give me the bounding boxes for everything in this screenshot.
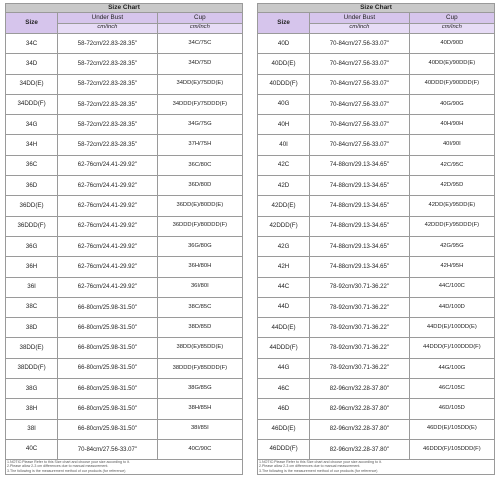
table-row: [6, 34, 243, 54]
table-title-row: [258, 4, 495, 13]
table-row: [258, 155, 495, 175]
under-bust-cell: 78-92cm/30.71-36.22": [310, 358, 410, 378]
cup-header: Cup: [409, 13, 494, 24]
under-bust-cell: 74-88cm/29.13-34.65": [310, 216, 410, 236]
cup-cell: 36I/80I: [157, 277, 242, 297]
under-bust-cell: 70-84cm/27.56-33.07": [58, 439, 158, 459]
under-bust-cell: 62-76cm/24.41-29.92": [58, 236, 158, 256]
table-row: [258, 358, 495, 378]
cup-cell: 40DDD(F)/90DDD(F): [409, 74, 494, 94]
cup-cell: 44DDD(F)/100DDD(F): [409, 338, 494, 358]
under-bust-cell: 70-84cm/27.56-33.07": [310, 54, 410, 74]
cup-cell: 40D/90D: [409, 34, 494, 54]
cup-cell: 42DD(E)/95DD(E): [409, 196, 494, 216]
table-row: [258, 379, 495, 399]
under-bust-cell: 70-84cm/27.56-33.07": [310, 94, 410, 114]
table-row: [258, 34, 495, 54]
table-row: [258, 115, 495, 135]
size-cell: 38DD(E): [6, 338, 58, 358]
table-row: [258, 74, 495, 94]
under-bust-cell: 58-72cm/22.83-28.35": [58, 94, 158, 114]
under-bust-cell: 62-76cm/24.41-29.92": [58, 196, 158, 216]
size-table-left: [5, 3, 243, 460]
cup-cell: 38G/85G: [157, 379, 242, 399]
size-cell: 42G: [258, 236, 310, 256]
under-bust-cell: 78-92cm/30.71-36.22": [310, 277, 410, 297]
size-cell: 38G: [6, 379, 58, 399]
table-row: [258, 318, 495, 338]
cup-cell: 42C/95C: [409, 155, 494, 175]
table-row: [258, 399, 495, 419]
cup-unit: cm/inch: [409, 23, 494, 34]
size-cell: 44D: [258, 297, 310, 317]
under-bust-unit: cm/inch: [58, 23, 158, 34]
under-bust-cell: 66-80cm/25.98-31.50": [58, 318, 158, 338]
size-cell: 34DDD(F): [6, 94, 58, 114]
under-bust-cell: 66-80cm/25.98-31.50": [58, 399, 158, 419]
cup-cell: 37H/75H: [157, 135, 242, 155]
under-bust-header: Under Bust: [310, 13, 410, 24]
table-row: [258, 297, 495, 317]
size-cell: 36I: [6, 277, 58, 297]
cup-cell: 42H/95H: [409, 257, 494, 277]
cup-cell: 46DD(E)/105DD(E): [409, 419, 494, 439]
cup-cell: 36C/80C: [157, 155, 242, 175]
size-cell: 42DD(E): [258, 196, 310, 216]
under-bust-cell: 66-80cm/25.98-31.50": [58, 358, 158, 378]
size-cell: 42DDD(F): [258, 216, 310, 236]
under-bust-cell: 82-96cm/32.28-37.80": [310, 399, 410, 419]
cup-cell: 38DDD(F)/85DDD(F): [157, 358, 242, 378]
size-cell: 38C: [6, 297, 58, 317]
table-row: [258, 277, 495, 297]
size-chart-left: [5, 3, 243, 497]
under-bust-cell: 70-84cm/27.56-33.07": [310, 74, 410, 94]
table-row: [258, 135, 495, 155]
table-row: [6, 216, 243, 236]
table-row: [6, 297, 243, 317]
note-line: 3.The following is the measurement method of our products (for reference): [259, 468, 378, 473]
under-bust-header: Under Bust: [58, 13, 158, 24]
table-title: Size Chart: [258, 4, 495, 13]
size-cell: 34C: [6, 34, 58, 54]
cup-cell: 44DD(E)/100DD(E): [409, 318, 494, 338]
notes-box-left: [5, 460, 243, 475]
size-cell: 44G: [258, 358, 310, 378]
cup-cell: 38C/85C: [157, 297, 242, 317]
under-bust-cell: 58-72cm/22.83-28.35": [58, 54, 158, 74]
size-cell: 46C: [258, 379, 310, 399]
cup-cell: 38DD(E)/85DD(E): [157, 338, 242, 358]
table-row: [258, 196, 495, 216]
size-cell: 38H: [6, 399, 58, 419]
size-cell: 38D: [6, 318, 58, 338]
size-cell: 40C: [6, 439, 58, 459]
size-cell: 38DDD(F): [6, 358, 58, 378]
table-row: [6, 74, 243, 94]
size-table-right: [257, 3, 495, 460]
table-row: [258, 176, 495, 196]
cup-cell: 36H/80H: [157, 257, 242, 277]
under-bust-cell: 58-72cm/22.83-28.35": [58, 135, 158, 155]
table-row: [6, 338, 243, 358]
size-cell: 42H: [258, 257, 310, 277]
size-cell: 34D: [6, 54, 58, 74]
table-row: [6, 419, 243, 439]
size-cell: 40I: [258, 135, 310, 155]
cup-cell: 34D/75D: [157, 54, 242, 74]
under-bust-cell: 74-88cm/29.13-34.65": [310, 257, 410, 277]
under-bust-cell: 62-76cm/24.41-29.92": [58, 155, 158, 175]
cup-cell: 36DD(E)/80DD(E): [157, 196, 242, 216]
table-row: [6, 236, 243, 256]
table-title-row: [6, 4, 243, 13]
size-cell: 44DDD(F): [258, 338, 310, 358]
under-bust-cell: 58-72cm/22.83-28.35": [58, 34, 158, 54]
cup-cell: 42D/95D: [409, 176, 494, 196]
under-bust-cell: 78-92cm/30.71-36.22": [310, 297, 410, 317]
size-cell: 44DD(E): [258, 318, 310, 338]
under-bust-cell: 74-88cm/29.13-34.65": [310, 196, 410, 216]
table-row: [258, 94, 495, 114]
under-bust-cell: 62-76cm/24.41-29.92": [58, 176, 158, 196]
size-header: Size: [258, 13, 310, 34]
size-cell: 36G: [6, 236, 58, 256]
cup-unit: cm/inch: [157, 23, 242, 34]
size-cell: 40DD(E): [258, 54, 310, 74]
cup-cell: 42DDD(F)/95DDD(F): [409, 216, 494, 236]
size-header: Size: [6, 13, 58, 34]
cup-cell: 38D/85D: [157, 318, 242, 338]
size-cell: 36H: [6, 257, 58, 277]
table-row: [258, 257, 495, 277]
table-row: [258, 236, 495, 256]
size-cell: 34G: [6, 115, 58, 135]
size-cell: 40DDD(F): [258, 74, 310, 94]
under-bust-cell: 82-96cm/32.28-37.80": [310, 419, 410, 439]
table-title: Size Chart: [6, 4, 243, 13]
cup-cell: 40G/90G: [409, 94, 494, 114]
cup-cell: 34DD(E)/75DD(E): [157, 74, 242, 94]
size-cell: 36D: [6, 176, 58, 196]
table-row: [6, 318, 243, 338]
cup-cell: 38I/85I: [157, 419, 242, 439]
cup-cell: 46C/105C: [409, 379, 494, 399]
under-bust-unit: cm/inch: [310, 23, 410, 34]
cup-cell: 44G/100G: [409, 358, 494, 378]
size-cell: 36DDD(F): [6, 216, 58, 236]
size-cell: 44C: [258, 277, 310, 297]
cup-cell: 34G/75G: [157, 115, 242, 135]
table-row: [6, 196, 243, 216]
size-cell: 46DD(E): [258, 419, 310, 439]
table-row: [6, 94, 243, 114]
notes-box-right: [257, 460, 495, 475]
header-row: [258, 13, 495, 24]
cup-cell: 36G/80G: [157, 236, 242, 256]
cup-cell: 44D/100D: [409, 297, 494, 317]
size-cell: 38I: [6, 419, 58, 439]
under-bust-cell: 58-72cm/22.83-28.35": [58, 74, 158, 94]
table-row: [6, 439, 243, 459]
under-bust-cell: 74-88cm/29.13-34.65": [310, 155, 410, 175]
under-bust-cell: 66-80cm/25.98-31.50": [58, 338, 158, 358]
table-row: [6, 277, 243, 297]
size-cell: 40G: [258, 94, 310, 114]
table-row: [6, 115, 243, 135]
cup-cell: 40H/90H: [409, 115, 494, 135]
cup-cell: 40DD(E)/90DD(E): [409, 54, 494, 74]
under-bust-cell: 70-84cm/27.56-33.07": [310, 34, 410, 54]
under-bust-cell: 82-96cm/32.28-37.80": [310, 439, 410, 459]
under-bust-cell: 66-80cm/25.98-31.50": [58, 419, 158, 439]
under-bust-cell: 74-88cm/29.13-34.65": [310, 236, 410, 256]
cup-header: Cup: [157, 13, 242, 24]
cup-cell: 46DDD(F)/105DDD(F): [409, 439, 494, 459]
table-row: [258, 338, 495, 358]
table-row: [6, 176, 243, 196]
under-bust-cell: 78-92cm/30.71-36.22": [310, 338, 410, 358]
cup-cell: 38H/85H: [157, 399, 242, 419]
size-cell: 42C: [258, 155, 310, 175]
table-row: [6, 257, 243, 277]
size-cell: 42D: [258, 176, 310, 196]
under-bust-cell: 74-88cm/29.13-34.65": [310, 176, 410, 196]
note-line: 1.NOTIC:Please Refer to this Size chart and choose your size according to it.: [7, 460, 130, 465]
size-chart-right: [257, 3, 495, 497]
size-cell: 46D: [258, 399, 310, 419]
table-row: [6, 54, 243, 74]
under-bust-cell: 62-76cm/24.41-29.92": [58, 277, 158, 297]
cup-cell: 36DDD(F)/80DDD(F): [157, 216, 242, 236]
under-bust-cell: 70-84cm/27.56-33.07": [310, 115, 410, 135]
under-bust-cell: 78-92cm/30.71-36.22": [310, 318, 410, 338]
under-bust-cell: 66-80cm/25.98-31.50": [58, 379, 158, 399]
size-cell: 46DDD(F): [258, 439, 310, 459]
under-bust-cell: 70-84cm/27.56-33.07": [310, 135, 410, 155]
note-line: 1.NOTIC:Please Refer to this Size chart and choose your size according to it.: [259, 460, 382, 465]
cup-cell: 42G/95G: [409, 236, 494, 256]
note-line: 2.Please allow 2-3 cm differences due to manual measurement.: [7, 464, 109, 469]
table-row: [6, 135, 243, 155]
under-bust-cell: 82-96cm/32.28-37.80": [310, 379, 410, 399]
size-cell: 40H: [258, 115, 310, 135]
cup-cell: 34C/75C: [157, 34, 242, 54]
table-row: [258, 216, 495, 236]
cup-cell: 44C/100C: [409, 277, 494, 297]
header-row: [6, 13, 243, 24]
table-row: [6, 358, 243, 378]
table-row: [258, 419, 495, 439]
size-cell: 40D: [258, 34, 310, 54]
size-cell: 36C: [6, 155, 58, 175]
table-row: [258, 439, 495, 459]
size-cell: 34DD(E): [6, 74, 58, 94]
cup-cell: 46D/105D: [409, 399, 494, 419]
under-bust-cell: 58-72cm/22.83-28.35": [58, 115, 158, 135]
under-bust-cell: 62-76cm/24.41-29.92": [58, 216, 158, 236]
size-cell: 36DD(E): [6, 196, 58, 216]
table-row: [6, 399, 243, 419]
cup-cell: 40I/90I: [409, 135, 494, 155]
table-row: [6, 379, 243, 399]
cup-cell: 34DDD(F)/75DDD(F): [157, 94, 242, 114]
table-row: [6, 155, 243, 175]
cup-cell: 40C/90C: [157, 439, 242, 459]
under-bust-cell: 66-80cm/25.98-31.50": [58, 297, 158, 317]
note-line: 2.Please allow 2-3 cm differences due to manual measurement.: [259, 464, 361, 469]
note-line: 3.The following is the measurement method of our products (for reference): [7, 468, 126, 473]
table-row: [258, 54, 495, 74]
under-bust-cell: 62-76cm/24.41-29.92": [58, 257, 158, 277]
cup-cell: 36D/80D: [157, 176, 242, 196]
size-cell: 34H: [6, 135, 58, 155]
